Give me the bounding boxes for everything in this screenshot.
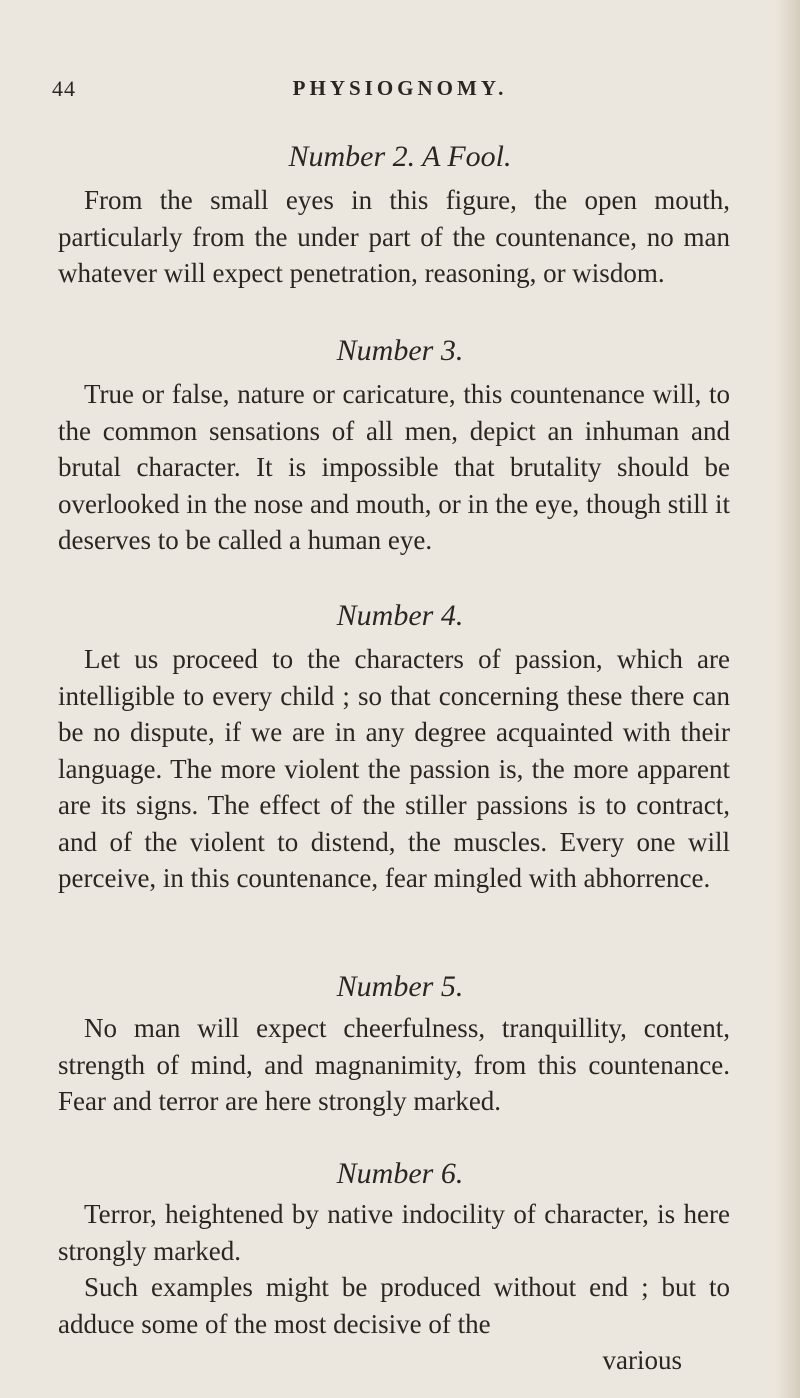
section-body-number-3 xyxy=(58,376,730,559)
paragraph: Let us proceed to the characters of passion, which are intelligible to every child ; so that concerning these there can be no dispute, if we are in any degree acquainted with their language. The more violent the passion is, the more apparent are its signs. The effect of the stiller passions is to contract, and of the violent to distend, the muscles. Every one will perceive, in this countenance, fear mingled with abhorrence. xyxy=(58,644,730,893)
catchword: various xyxy=(602,1345,682,1375)
paragraph: From the small eyes in this figure, the open mouth, particularly from the under part of the countenance, no man whatever will expect penetration, reasoning, or wisdom. xyxy=(58,185,730,288)
paragraph: No man will expect cheerfulness, tranquillity, content, strength of mind, and magnanimity, from this countenance. Fear and terror are here strongly marked. xyxy=(58,1013,730,1116)
section-body-number-4 xyxy=(58,641,730,897)
page-number: 44 xyxy=(52,76,76,101)
paragraph: Terror, heightened by native indocility of character, is here strongly marked. xyxy=(58,1199,730,1266)
section-heading-number-5: Number 5. xyxy=(336,970,464,1003)
section-heading-number-6: Number 6. xyxy=(336,1157,464,1190)
paragraph: True or false, nature or caricature, this countenance will, to the common sensations of all men, depict an inhuman and brutal character. It is impossible that brutality should be overlooked in the nose and mouth, or in the eye, though still it deserves to be called a human eye. xyxy=(58,379,730,555)
section-body-number-5 xyxy=(58,1010,730,1120)
section-heading-number-3: Number 3. xyxy=(336,334,464,367)
section-heading-number-4: Number 4. xyxy=(336,599,464,632)
section-body-number-6 xyxy=(58,1196,730,1342)
running-head: PHYSIOGNOMY. xyxy=(292,76,508,100)
section-body-number-2 xyxy=(58,182,730,292)
section-heading-number-2: Number 2. A Fool. xyxy=(288,140,512,173)
paragraph: Such examples might be produced without end ; but to adduce some of the most decisive of the xyxy=(58,1272,730,1339)
